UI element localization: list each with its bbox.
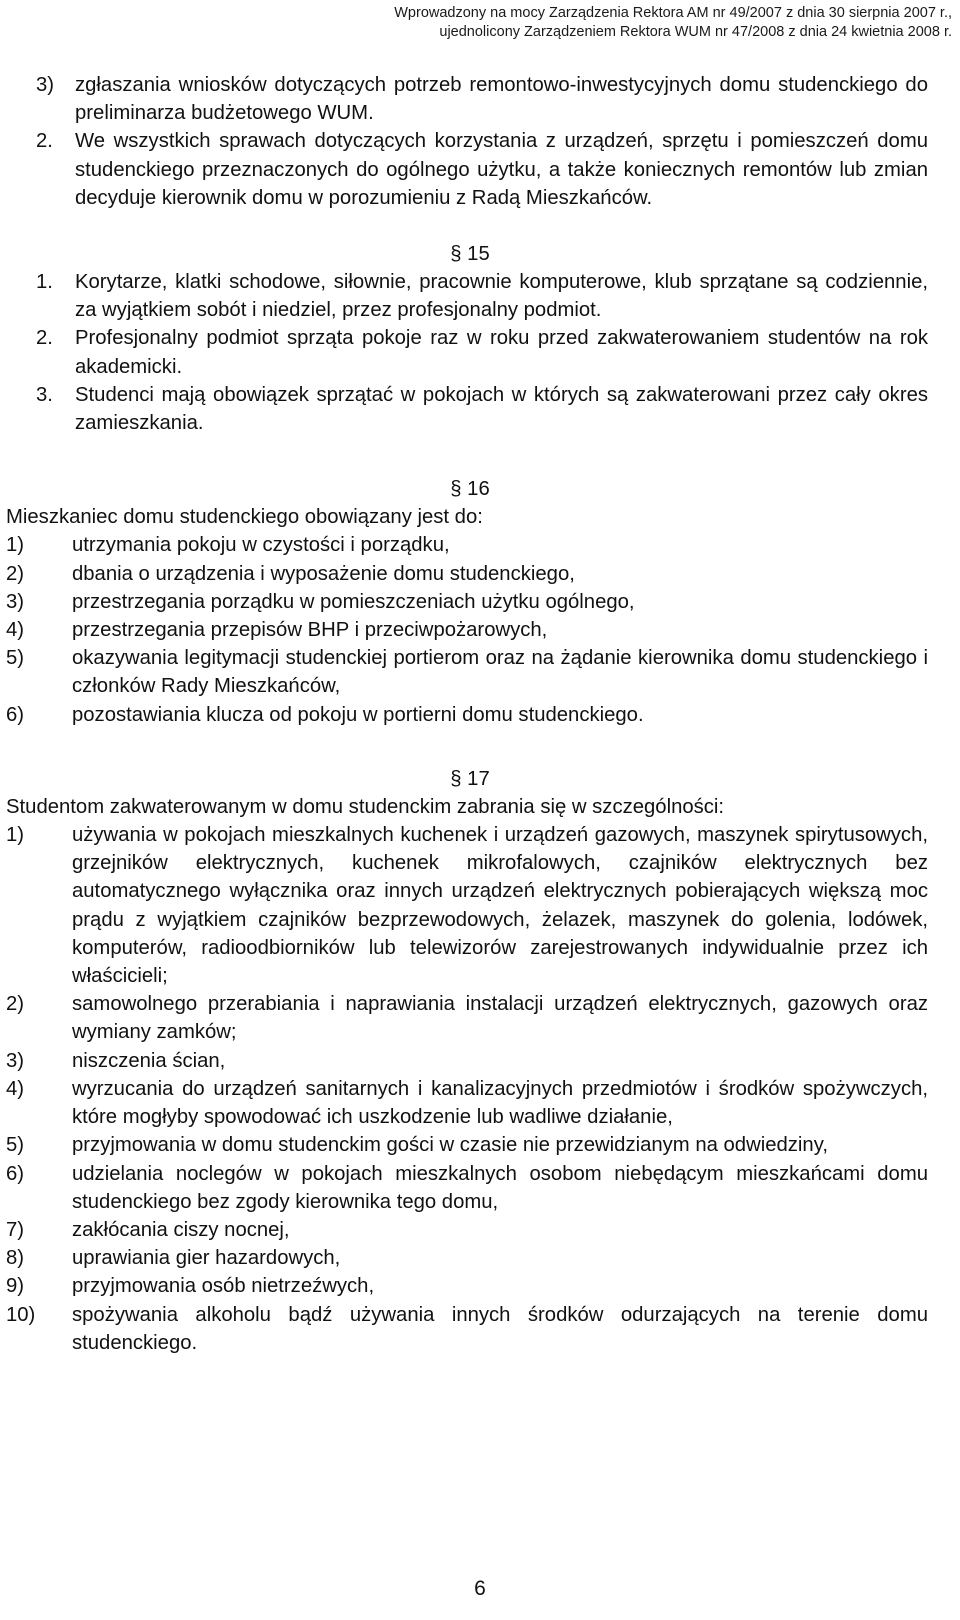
page-header bbox=[212, 4, 952, 42]
section-17 bbox=[6, 793, 928, 1357]
item-number: 2) bbox=[6, 993, 25, 1016]
item-number: 2) bbox=[6, 562, 25, 585]
item-number: 3) bbox=[6, 590, 25, 613]
item-text: uprawiania gier hazardowych, bbox=[72, 1247, 341, 1270]
list-item bbox=[6, 821, 928, 990]
page-number: 6 bbox=[474, 1577, 486, 1600]
list-item bbox=[6, 616, 928, 644]
item-number: 6) bbox=[6, 703, 25, 726]
item-text: okazywania legitymacji studenckiej portierom oraz na żądanie kierownika domu studenckiego i członków Rady Mieszkańców, bbox=[72, 647, 928, 698]
item-text: niszczenia ścian, bbox=[72, 1049, 226, 1072]
item-text: utrzymania pokoju w czystości i porządku, bbox=[72, 534, 450, 557]
item-number: 3) bbox=[36, 74, 55, 96]
section-intro: Mieszkaniec domu studenckiego obowiązany jest do: bbox=[6, 506, 483, 529]
list-item bbox=[6, 1160, 928, 1216]
list-item bbox=[6, 560, 928, 588]
list-item bbox=[6, 268, 928, 324]
item-number: 1) bbox=[6, 824, 25, 847]
item-number: 3. bbox=[36, 383, 53, 406]
item-text: przyjmowania w domu studenckim gości w czasie nie przewidzianym na odwiedziny, bbox=[72, 1134, 828, 1157]
list-item bbox=[6, 324, 928, 380]
list-item bbox=[6, 1272, 928, 1300]
item-number: 1) bbox=[6, 534, 25, 557]
item-text: przyjmowania osób nietrzeźwych, bbox=[72, 1275, 375, 1298]
item-text: zgłaszania wniosków dotyczących potrzeb remontowo-inwestycyjnych domu studenckiego do preliminarza budżetowego WUM. bbox=[75, 74, 928, 125]
list-item bbox=[6, 71, 928, 127]
item-text: Studenci mają obowiązek sprzątać w pokojach w których są zakwaterowani przez cały okres zamieszkania. bbox=[75, 383, 928, 435]
item-number: 7) bbox=[6, 1218, 25, 1241]
item-text: przestrzegania porządku w pomieszczeniach użytku ogólnego, bbox=[72, 590, 635, 613]
top-items bbox=[6, 71, 928, 212]
item-text: udzielania noclegów w pokojach mieszkalnych osobom niebędącym mieszkańcami domu studenckiego bez zgody kierownika tego domu, bbox=[72, 1162, 928, 1213]
item-text: We wszystkich sprawach dotyczących korzystania z urządzeń, sprzętu i pomieszczeń domu studenckiego przeznaczonych do ogólnego użytku, a także koniecznych remontów lub zmian decyduje kierownik domu w porozumieniu z Radą Mieszkańców. bbox=[75, 130, 928, 209]
item-number: 2. bbox=[36, 327, 53, 350]
item-number: 4) bbox=[6, 619, 25, 642]
list-item bbox=[6, 588, 928, 616]
section-16 bbox=[6, 503, 928, 729]
item-text: pozostawiania klucza od pokoju w portierni domu studenckiego. bbox=[72, 703, 644, 726]
list-item bbox=[6, 381, 928, 437]
list-item bbox=[6, 701, 928, 729]
item-text: używania w pokojach mieszkalnych kuchenek i urządzeń gazowych, maszynek spirytusowych, grzejników elektrycznych, kuchenek mikrofalowych, czajników elektrycznych bez automatycznego wyłącznika oraz innych urządzeń elektrycznych pobierających większą moc prądu z wyjątkiem czajników bezprzewodowych, żelazek, maszynek do golenia, lodówek, komputerów, radioodbiorników lub telewizorów zarejestrowanych indywidualnie przez ich właścicieli; bbox=[72, 824, 928, 988]
section-heading-16: § 16 bbox=[450, 478, 490, 501]
item-text: Profesjonalny podmiot sprząta pokoje raz w roku przed zakwaterowaniem studentów na rok akademicki. bbox=[75, 327, 928, 378]
item-number: 9) bbox=[6, 1275, 25, 1298]
list-item bbox=[6, 1131, 928, 1159]
item-number: 1. bbox=[36, 271, 53, 294]
item-number: 10) bbox=[6, 1303, 36, 1326]
item-number: 5) bbox=[6, 647, 25, 670]
item-number: 8) bbox=[6, 1247, 25, 1270]
item-text: dbania o urządzenia i wyposażenie domu studenckiego, bbox=[72, 562, 575, 585]
list-item bbox=[6, 990, 928, 1046]
item-number: 2. bbox=[36, 130, 53, 153]
item-number: 5) bbox=[6, 1134, 25, 1157]
item-text: wyrzucania do urządzeń sanitarnych i kanalizacyjnych przedmiotów i środków spożywczych, które mogłyby spowodować ich uszkodzenie lub wadliwe działanie, bbox=[72, 1077, 928, 1129]
section-15 bbox=[6, 268, 928, 437]
item-number: 6) bbox=[6, 1162, 25, 1185]
section-heading-17: § 17 bbox=[450, 767, 490, 790]
header-line-2: ujednolicony Zarządzeniem Rektora WUM nr 47/2008 z dnia 24 kwietnia 2008 r. bbox=[439, 24, 952, 40]
list-item bbox=[6, 1244, 928, 1272]
item-number: 3) bbox=[6, 1049, 25, 1072]
section-intro: Studentom zakwaterowanym w domu studenckim zabrania się w szczególności: bbox=[6, 795, 725, 818]
item-text: Korytarze, klatki schodowe, siłownie, pracownie komputerowe, klub sprzątane są codziennie, za wyjątkiem sobót i niedziel, przez profesjonalny podmiot. bbox=[75, 271, 928, 322]
section-heading-15: § 15 bbox=[450, 243, 490, 266]
list-item bbox=[6, 531, 928, 559]
item-text: przestrzegania przepisów BHP i przeciwpożarowych, bbox=[72, 619, 548, 642]
item-text: zakłócania ciszy nocnej, bbox=[72, 1218, 290, 1241]
header-line-1: Wprowadzony na mocy Zarządzenia Rektora AM nr 49/2007 z dnia 30 sierpnia 2007 r., bbox=[394, 5, 952, 21]
list-item bbox=[6, 127, 928, 212]
list-item bbox=[6, 1216, 928, 1244]
item-text: samowolnego przerabiania i naprawiania instalacji urządzeń elektrycznych, gazowych oraz wymiany zamków; bbox=[72, 993, 928, 1044]
list-item bbox=[6, 1075, 928, 1131]
document-body bbox=[6, 71, 928, 1357]
list-item bbox=[6, 1301, 928, 1357]
item-text: spożywania alkoholu bądź używania innych środków odurzających na terenie domu studenckiego. bbox=[72, 1303, 928, 1354]
list-item bbox=[6, 1047, 928, 1075]
list-item bbox=[6, 644, 928, 700]
item-number: 4) bbox=[6, 1077, 25, 1100]
